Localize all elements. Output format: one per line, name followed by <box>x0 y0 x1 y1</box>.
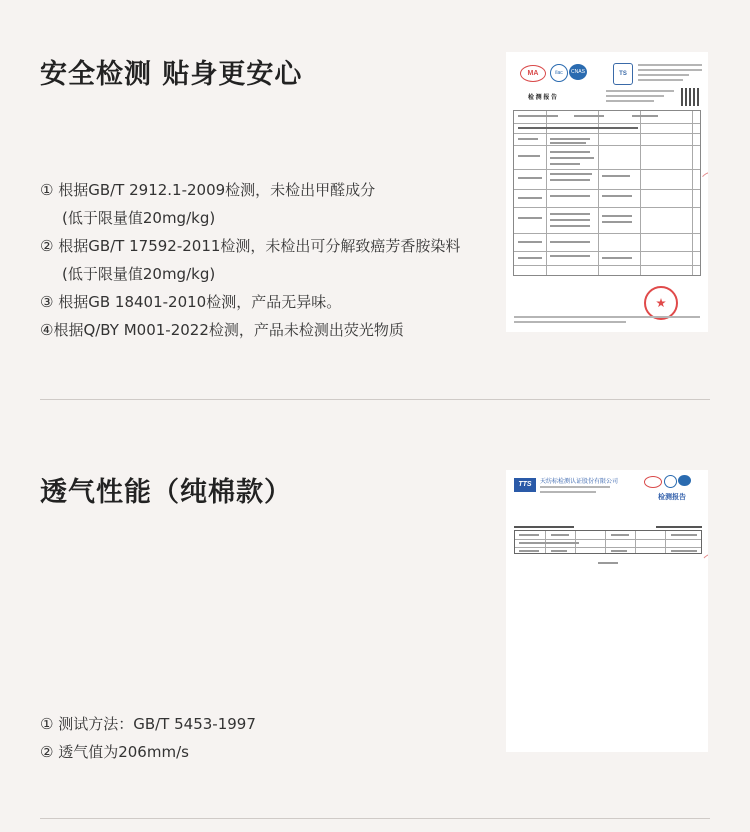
list-item: (低于限量值20mg/kg) <box>62 265 216 283</box>
breathability-list <box>40 710 256 766</box>
test-report-image <box>506 52 708 332</box>
official-seal-icon <box>644 286 678 320</box>
ilac-logo <box>664 475 677 488</box>
list-item: ④根据Q/BY M001-2022检测，产品未检测出荧光物质 <box>40 321 404 339</box>
qr-code-icon <box>681 88 699 106</box>
report-header <box>506 52 708 90</box>
report-table <box>513 110 701 276</box>
tts-logo: TTS <box>514 478 536 492</box>
section-divider <box>40 399 710 400</box>
section-divider <box>40 818 710 819</box>
cma-logo <box>644 476 662 488</box>
seal-edge-icon <box>700 554 708 582</box>
cnas-logo: CNAS <box>569 64 587 80</box>
breathability-report-image <box>506 470 708 752</box>
safety-list <box>40 176 460 344</box>
org-text-lines <box>638 64 702 84</box>
section-title: 透气性能（纯棉款） <box>40 477 292 508</box>
list-item: (低于限量值20mg/kg) <box>62 209 216 227</box>
list-item: ③ 根据GB 18401-2010检测，产品无异味。 <box>40 293 342 311</box>
report-table <box>514 530 702 554</box>
org-name: 天纺标检测认证股份有限公司 <box>540 479 619 485</box>
cma-logo: MA <box>520 65 546 82</box>
cnas-logo <box>678 475 691 486</box>
ts-logo: TS <box>613 63 633 85</box>
list-item: ② 透气值为206mm/s <box>40 743 189 761</box>
report-footer-lines <box>514 316 700 326</box>
ilac-logo: ilac <box>550 64 568 82</box>
list-item: ② 根据GB/T 17592-2011检测，未检出可分解致癌芳香胺染料 <box>40 237 461 255</box>
report-heading: 检测报告 <box>658 494 686 501</box>
report-heading: 检 测 报 告 <box>528 95 558 101</box>
report-meta-lines <box>606 90 674 105</box>
org-text-lines <box>540 486 610 496</box>
section-title: 安全检测 贴身更安心 <box>40 59 303 90</box>
list-item: ① 根据GB/T 2912.1-2009检测，未检出甲醛成分 <box>40 181 376 199</box>
list-item: ① 测试方法：GB/T 5453-1997 <box>40 715 256 733</box>
